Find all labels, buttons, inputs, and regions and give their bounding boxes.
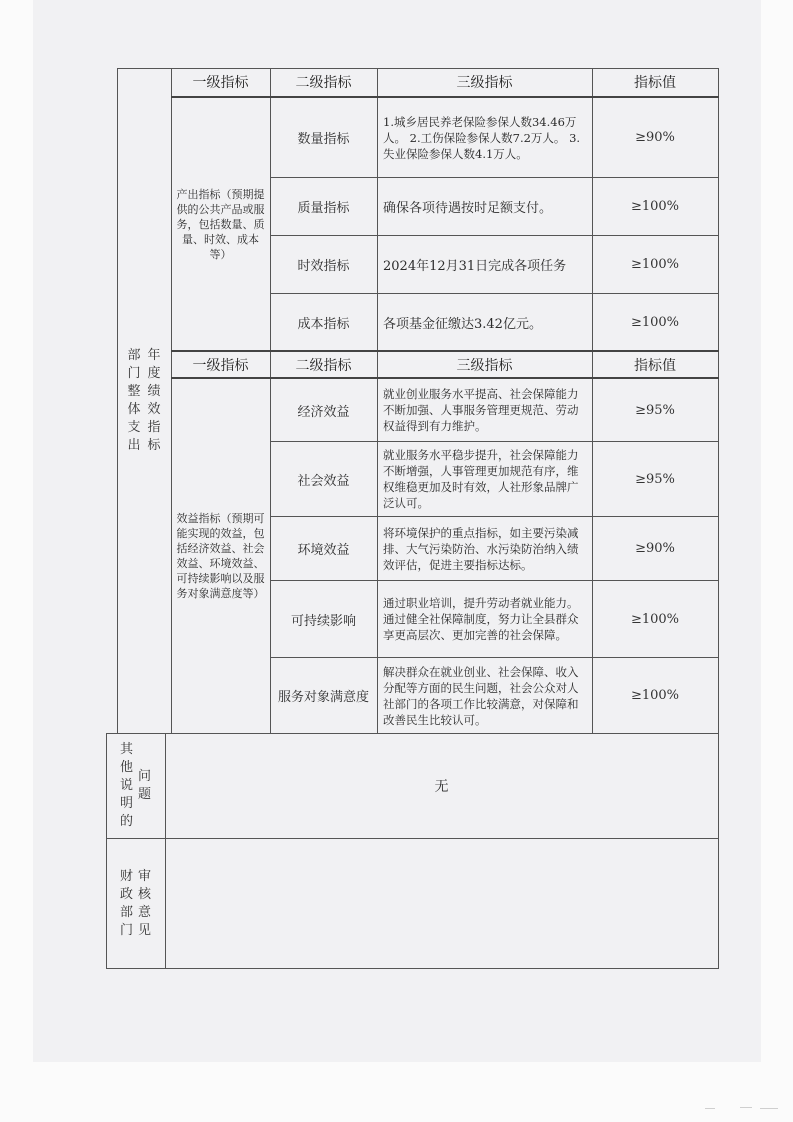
finance-review-value [165,839,718,968]
output-row-1-level2: 数量指标 [297,132,350,147]
output-row-1-level3: 1.城乡居民养老保险参保人数34.46万人。 2.工伤保险参保人数7.2万人。 3.失业保险参保人数4.1万人。 [383,114,581,161]
left-label-col-2: 年度绩效指标 [147,347,161,453]
output-row-4-level3: 各项基金征缴达3.42亿元。 [383,316,542,332]
header2-level2: 二级指标 [295,357,352,374]
benefit-row-4-level2: 可持续影响 [290,613,356,629]
left-label-col-1: 部门整体支出 [127,347,141,453]
benefit-row-3-value: ≥90% [635,541,675,556]
output-row-4-value: ≥100% [630,314,680,330]
output-row-2-value: ≥100% [630,199,680,214]
left-category-label [117,68,171,733]
benefit-row-5-level3: 解决群众在就业创业、社会保障、收入分配等方面的民生问题，社会公众对人社部门的各项工作比较满意，对保障和改善民生比较认可。 [383,664,579,727]
other-issues-label-col-2: 问题 [137,769,151,802]
benefit-row-2-level3: 就业服务水平稳步提升，社会保障能力不断增强，人事管理更加规范有序，维权维稳更加及时有效，人社形象品牌广泛认可。 [383,448,579,510]
benefit-row-5-value: ≥100% [630,688,680,703]
header2-level3: 三级指标 [456,357,513,374]
header-value: 指标值 [634,75,676,91]
benefit-row-4-value: ≥100% [630,611,680,627]
benefit-row-4-level3: 通过职业培训，提升劳动者就业能力。通过健全社保障制度，努力让全县群众享更高层次、更加完善的社会保障。 [383,596,579,642]
output-row-2-level3: 确保各项待遇按时足额支付。 [383,201,553,216]
benefit-row-3-level3: 将环境保护的重点指标，如主要污染减排、大气污染防治、水污染防治纳入绩效评估，促进主要指标达标。 [383,525,579,572]
output-row-4-level2: 成本指标 [297,316,350,332]
benefit-row-1-level2: 经济效益 [297,404,350,420]
benefit-level1-label: 效益指标（预期可能实现的效益，包括经济效益、社会效益、环境效益、可持续影响以及服务对象满意度等） [176,512,265,600]
output-level1-label: 产出指标（预期提供的公共产品或服务，包括数量、质量、时效、成本等） [176,187,265,261]
benefit-row-2-level2: 社会效益 [297,473,350,489]
other-issues-label [106,734,165,838]
benefit-row-3-level2: 环境效益 [297,543,350,558]
header2-level1: 一级指标 [192,357,249,374]
output-row-3-value: ≥100% [630,257,680,272]
benefit-row-1-value: ≥95% [635,402,675,418]
benefit-row-1-level3: 就业创业服务水平提高、社会保障能力不断加强、人事服务管理更规范、劳动权益得到有力维护。 [383,387,579,433]
output-row-1-value: ≥90% [635,130,675,145]
finance-review-label [106,839,165,968]
benefit-row-2-value: ≥95% [635,471,675,487]
output-row-3-level3: 2024年12月31日完成各项任务 [383,259,567,274]
output-row-2-level2: 质量指标 [297,201,350,216]
finance-review-label-col-2: 审核意见 [137,868,151,938]
output-row-3-level2: 时效指标 [297,259,350,274]
finance-review-label-col-1: 财政部门 [119,868,133,938]
header2-value: 指标值 [634,357,676,374]
benefit-row-5-level2: 服务对象满意度 [277,690,369,705]
other-issues-label-col-1: 其他说明的 [119,742,133,829]
header-level1: 一级指标 [192,75,249,91]
header-level3: 三级指标 [456,75,513,91]
header-level2: 二级指标 [295,75,352,91]
other-issues-value: 无 [434,779,449,795]
